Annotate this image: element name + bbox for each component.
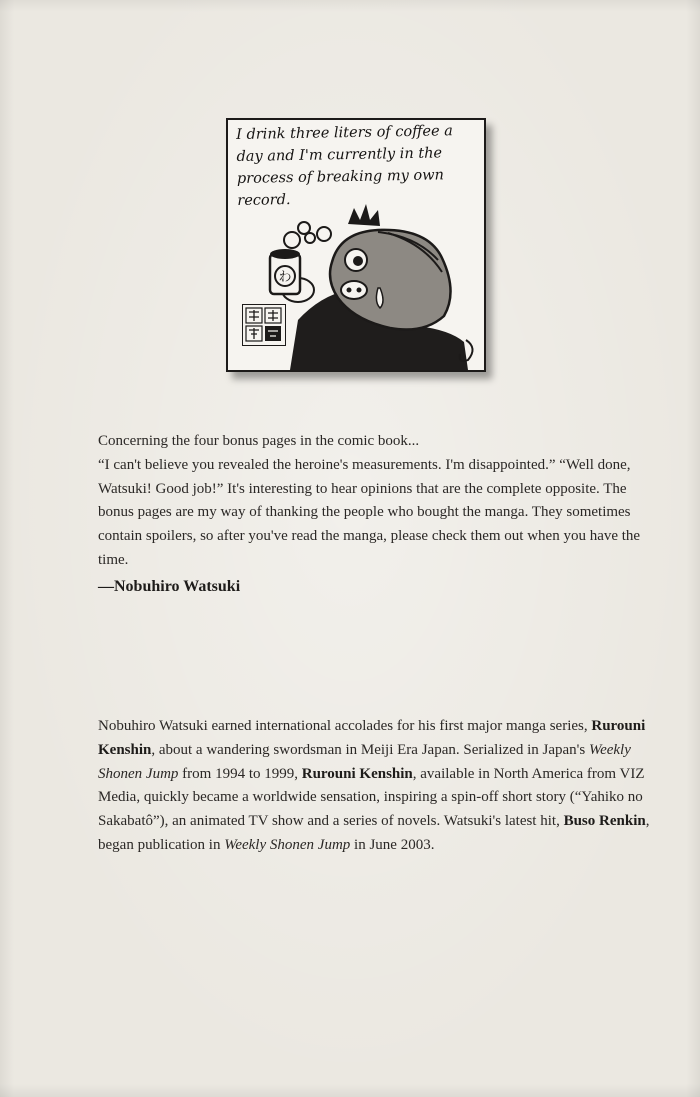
- bio-text-3: from 1994 to 1999,: [178, 765, 302, 782]
- bio-text-2: , about a wandering swordsman in Meiji Era Japan. Serialized in Japan's: [151, 741, 589, 758]
- magazine-title: Weekly Shonen Jump: [98, 741, 631, 782]
- bio-text-5: , began publication in: [98, 813, 650, 853]
- seal-stamp-icon: [243, 305, 285, 345]
- author-biography: [98, 715, 658, 858]
- series-title-rurouni-kenshin-2: Rurouni Kenshin: [301, 765, 413, 782]
- steam-icon: [284, 222, 331, 248]
- author-commentary: [98, 430, 658, 599]
- magazine-title-2: Weekly Shonen Jump: [224, 836, 351, 853]
- series-title-buso-renkin: Buso Renkin: [563, 813, 646, 830]
- coffee-mug-icon: [270, 249, 300, 294]
- bio-text-4: , available in North America from VIZ Media, quickly became a worldwide sensation, inspiring a spin-off short story (“Yahiko no Sakabatô”), an animated TV show and a series of novels. Watsuki's latest hit,: [98, 765, 645, 830]
- bio-text-1: Nobuhiro Watsuki earned international accolades for his first major manga series,: [98, 718, 592, 734]
- series-title-rurouni-kenshin: Rurouni Kenshin: [98, 718, 646, 758]
- commentary-body: “I can't believe you revealed the heroine's measurements. I'm disappointed.” “Well done, Watsuki! Good job!” It's interesting to hear opinions that are the complete opposite. The bonus pages are my way of thanking the people who bought the manga. They sometimes contain spoilers, so after you've read the manga, please check them out when you have the time.: [98, 456, 641, 568]
- author-comic-panel: [226, 118, 486, 372]
- bio-text-6: in June 2003.: [350, 836, 435, 853]
- commentary-intro: Concerning the four bonus pages in the comic book...: [98, 433, 420, 449]
- author-signature: —Nobuhiro Watsuki: [98, 577, 241, 595]
- artist-seal-stamp: [242, 304, 286, 346]
- mug-emblem: わ: [278, 270, 292, 285]
- comic-caption: I drink three liters of coffee a day and I'm currently in the process of breaking my own record.: [236, 123, 454, 209]
- biography-paragraph: [98, 715, 658, 858]
